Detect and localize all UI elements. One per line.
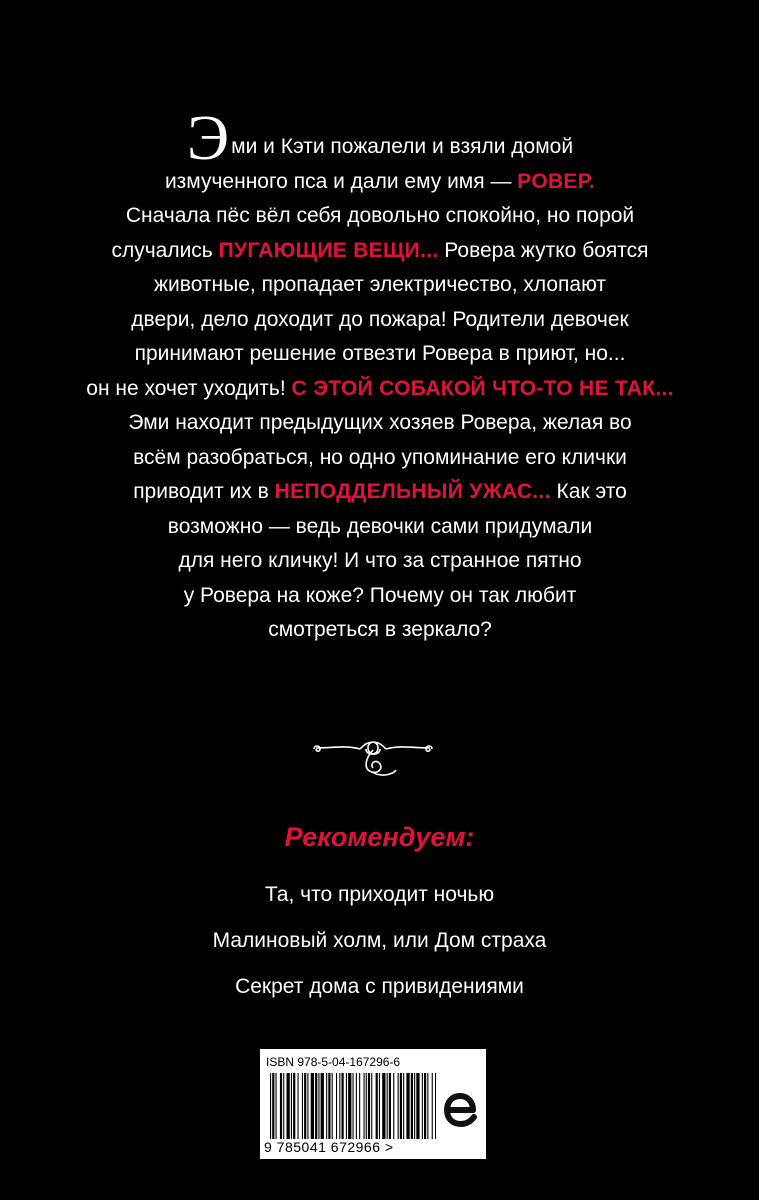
barcode-bar (400, 1073, 402, 1139)
barcode-bar (311, 1073, 314, 1139)
barcode-bar (298, 1073, 299, 1139)
barcode-label (260, 1049, 486, 1159)
list-item: Та, что приходит ночью (264, 883, 495, 906)
blurb-line: смотреться в зеркало? (268, 618, 492, 641)
highlight-text: С ЭТОЙ СОБАКОЙ ЧТО-ТО НЕ ТАК... (291, 376, 674, 400)
barcode-bar (321, 1073, 324, 1139)
recommend-list (0, 872, 759, 1010)
blurb-line: всём разобраться, но одно упоминание его клички (133, 445, 627, 469)
blurb-line: животные, пропадает электричество, хлопают (154, 273, 606, 296)
blurb-line: возможно — ведь девочки сами придумали (167, 514, 593, 538)
list-item: Малиновый холм, или Дом страха (212, 929, 547, 952)
barcode-bar (432, 1073, 433, 1139)
blurb-line: принимают решение отвезти Ровера в приют, но... (134, 342, 626, 365)
blurb-line: случались ПУГАЮЩИЕ ВЕЩИ... Ровера жутко боятся (111, 238, 649, 262)
barcode-bar (422, 1073, 423, 1139)
barcode-bar (371, 1073, 372, 1139)
barcode-bar (379, 1073, 380, 1139)
isbn-text: ISBN 978-5-04-167296-6 (266, 1055, 401, 1069)
barcode-bar (272, 1073, 274, 1139)
list-item: Секрет дома с привидениями (235, 975, 524, 998)
barcode-bar (283, 1073, 284, 1139)
barcode-bar (424, 1073, 426, 1139)
barcode-bar (328, 1073, 330, 1139)
barcode-bar (368, 1073, 370, 1139)
blurb-line: у Ровера на коже? Почему он так любит (183, 583, 577, 607)
blurb-line: Эми и Кэти пожалели и взяли домой (186, 102, 574, 173)
barcode-bar (382, 1073, 385, 1139)
barcode-bar (280, 1073, 282, 1139)
recommend-heading: Рекомендуем: (284, 822, 475, 852)
barcode-bar (364, 1073, 365, 1139)
barcode-bar (315, 1073, 317, 1139)
blurb-line: он не хочет уходить! С ЭТОЙ СОБАКОЙ ЧТО-ТО НЕ ТАК... (86, 376, 674, 400)
barcode-bar (302, 1073, 303, 1139)
highlight-text: НЕПОДДЕЛЬНЫЙ УЖАС... (274, 480, 551, 503)
barcode-bar (427, 1073, 428, 1139)
barcode-bar (387, 1073, 388, 1139)
publisher-logo-icon (440, 1089, 482, 1131)
barcode-bar (353, 1073, 354, 1139)
flourish-ornament (312, 736, 434, 782)
barcode-bar (389, 1073, 391, 1139)
blurb-line: Сначала пёс вёл себя довольно спокойно, но порой (125, 204, 635, 227)
blurb-line: приводит их в НЕПОДДЕЛЬНЫЙ УЖАС... Как это (133, 480, 627, 503)
barcode-bar (291, 1073, 292, 1139)
barcode-bar (406, 1073, 409, 1139)
barcode-bar (398, 1073, 399, 1139)
barcode-bar (336, 1073, 337, 1139)
barcode-bar (359, 1073, 360, 1139)
barcode-bar (414, 1073, 415, 1139)
blurb-line: для него кличку! И что за странное пятно (178, 549, 582, 572)
barcode-bar (348, 1073, 351, 1139)
barcode-bar (287, 1073, 290, 1139)
barcode-bar (332, 1073, 333, 1139)
barcode-icon (270, 1073, 436, 1139)
barcode-bar (403, 1073, 404, 1139)
barcode-bar (326, 1073, 327, 1139)
barcode-bar (293, 1073, 295, 1139)
barcode-bar (346, 1073, 347, 1139)
barcode-bar (342, 1073, 344, 1139)
barcode-bar (376, 1073, 378, 1139)
blurb-line: измученного пса и дали ему имя — РОВЕР. (164, 169, 596, 193)
drop-cap: Э (186, 102, 230, 173)
barcode-bar (339, 1073, 340, 1139)
barcode-bar (304, 1073, 306, 1139)
description-text (70, 102, 690, 648)
blurb-line: двери, дело доходит до пожара! Родители девочек (131, 307, 629, 331)
barcode-bar (366, 1073, 367, 1139)
highlight-text: РОВЕР. (517, 169, 596, 193)
barcode-bar (411, 1073, 413, 1139)
barcode-bar (356, 1073, 357, 1139)
barcode-bar (270, 1073, 271, 1139)
barcode-bar (416, 1073, 419, 1139)
barcode-bar (318, 1073, 319, 1139)
barcode-bar (307, 1073, 308, 1139)
highlight-text: ПУГАЮЩИЕ ВЕЩИ... (218, 238, 439, 262)
barcode-bar (393, 1073, 394, 1139)
barcode-bar (276, 1073, 277, 1139)
barcode-bar (435, 1073, 436, 1139)
barcode-digits: 9 785041 672966 > (264, 1139, 394, 1155)
blurb-line: Эми находит предыдущих хозяев Ровера, желая во (128, 411, 632, 434)
